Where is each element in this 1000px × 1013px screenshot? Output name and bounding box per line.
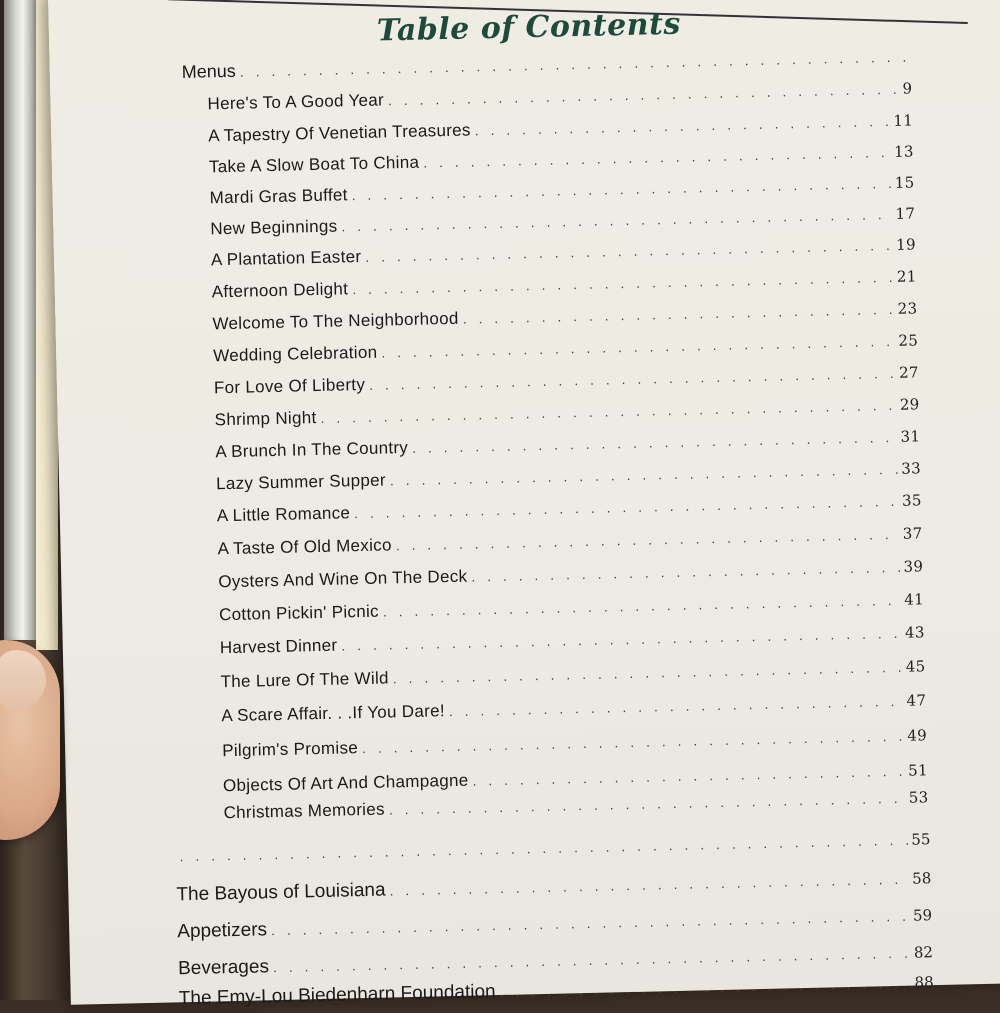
leader-dots: [393, 659, 904, 687]
toc-entry: [220, 656, 925, 692]
leader-dots: [389, 871, 910, 899]
toc-entry-label: Welcome To The Neighborhood: [212, 309, 463, 335]
toc-entry-label: Mardi Gras Buffet: [209, 185, 351, 208]
leader-dots: [389, 790, 907, 818]
toc-entry-label: Take A Slow Boat To China: [209, 153, 424, 178]
book-cover-edge: [4, 0, 38, 640]
toc-entry: [209, 172, 914, 208]
toc-entry-label: Menus: [182, 61, 240, 83]
toc-entry-page: 21: [895, 267, 917, 285]
toc-entry-label: The Lure Of The Wild: [220, 668, 393, 692]
toc-entry: [215, 426, 920, 462]
toc-entry-page: 25: [896, 331, 918, 349]
leader-dots: [388, 81, 901, 109]
toc-entry: [216, 458, 921, 494]
leader-dots: [383, 592, 903, 620]
toc-entry: [208, 110, 913, 146]
toc-entry: [213, 330, 918, 366]
toc-entry-label: Pilgrim's Promise: [222, 738, 362, 761]
toc-entry-page: 17: [893, 204, 915, 222]
leader-dots: [179, 832, 909, 865]
leader-dots: [352, 269, 895, 297]
toc-entry: [219, 589, 924, 625]
toc-entry-label: Christmas Memories: [223, 799, 389, 823]
leader-dots: [449, 693, 905, 719]
toc-entry-label: Beverages: [178, 956, 273, 980]
toc-entry-label: Wedding Celebration: [213, 343, 382, 367]
toc-entry-page: 47: [904, 691, 926, 709]
toc-entry-label: A Little Romance: [217, 503, 355, 526]
toc-entry: [211, 234, 916, 270]
toc-entry-page: 88: [912, 973, 933, 991]
toc-entry-label: New Beginnings: [210, 216, 341, 239]
toc-entry-label: Objects Of Art And Champagne: [223, 771, 473, 797]
toc-entry-page: 39: [901, 557, 923, 575]
toc-entry-label: For Love Of Liberty: [214, 375, 370, 399]
toc-entry-page: 15: [893, 173, 915, 191]
toc-entry: [222, 725, 927, 761]
leader-dots: [381, 333, 896, 361]
toc-entry: [218, 556, 923, 592]
leader-dots: [396, 526, 901, 553]
toc-entry: [217, 523, 922, 559]
toc-entry-page: 49: [905, 726, 927, 744]
leader-dots: [354, 493, 900, 521]
toc-entry: [212, 266, 917, 302]
toc-entry-label: Here's To A Good Year: [207, 90, 388, 114]
leader-dots: [341, 206, 893, 235]
toc-entry-page: 53: [907, 788, 929, 806]
toc-entry: [217, 490, 922, 526]
toc-entry-label: A Scare Affair. . .If You Dare!: [221, 701, 449, 726]
toc-entry-page: 13: [892, 142, 914, 160]
leader-dots: [475, 113, 892, 138]
toc-entry-page: 51: [906, 761, 928, 779]
toc-entry-label: Afternoon Delight: [212, 279, 353, 302]
toc-entry: [209, 141, 914, 177]
toc-entry: [220, 622, 925, 658]
toc-entry: [210, 203, 915, 239]
toc-entry-label: Cotton Pickin' Picnic: [219, 602, 383, 626]
toc-entry-page: 55: [909, 830, 930, 848]
toc-entry-label: A Taste Of Old Mexico: [217, 535, 396, 559]
toc-entry-page: 37: [901, 524, 923, 542]
leader-dots: [471, 559, 902, 585]
leader-dots: [341, 625, 903, 654]
toc-entry: [177, 904, 932, 943]
toc-entry-label: The Bayous of Louisiana: [176, 879, 390, 906]
toc-entry: [214, 362, 919, 398]
page-title: Table of Contents: [49, 0, 1000, 56]
toc-entry-label: Shrimp Night: [214, 408, 320, 430]
leader-dots: [365, 237, 894, 265]
toc-entry-page: 59: [911, 906, 932, 924]
toc-entry: [207, 78, 912, 114]
leader-dots: [240, 48, 910, 79]
toc-entry-page: 33: [899, 459, 921, 477]
leader-dots: [273, 945, 912, 975]
leader-dots: [362, 728, 906, 756]
leader-dots: [369, 365, 897, 393]
toc-entry-label: A Brunch In The Country: [215, 438, 412, 462]
toc-entry: [221, 690, 926, 726]
leader-dots: [412, 429, 899, 456]
toc-list: [48, 0, 1000, 1005]
toc-entry-page: 29: [898, 395, 920, 413]
toc-entry-label: Harvest Dinner: [220, 636, 342, 659]
book-page: [48, 0, 1000, 1005]
toc-entry-page: 11: [891, 111, 913, 129]
leader-dots: [390, 461, 900, 489]
toc-entry-page: 23: [895, 299, 917, 317]
toc-entry-page: 27: [897, 363, 919, 381]
toc-entry-label: The Emy-Lou Biedenharn Foundation: [179, 981, 500, 1010]
toc-entry-page: 58: [910, 869, 931, 887]
leader-dots: [463, 301, 896, 327]
toc-entry: [176, 867, 931, 906]
leader-dots: [472, 763, 906, 789]
toc-entry-page: 19: [894, 235, 916, 253]
toc-entry-label: Oysters And Wine On The Deck: [218, 567, 471, 593]
toc-entry-page: 31: [898, 427, 920, 445]
leader-dots: [351, 175, 893, 203]
toc-entry: [175, 830, 930, 865]
leader-dots: [320, 397, 898, 426]
toc-entry-page: 35: [900, 491, 922, 509]
toc-entry-page: 45: [904, 657, 926, 675]
toc-entry-label: A Plantation Easter: [211, 247, 366, 270]
toc-entry-page: 43: [903, 623, 925, 641]
toc-entry-label: Lazy Summer Supper: [216, 470, 390, 494]
toc-entry-page: 41: [902, 590, 924, 608]
toc-entry-label: A Tapestry Of Venetian Treasures: [208, 120, 475, 146]
leader-dots: [271, 908, 911, 939]
toc-entry: [182, 45, 912, 83]
leader-dots: [499, 975, 912, 1000]
leader-dots: [423, 144, 892, 171]
toc-entry-page: 82: [912, 943, 933, 961]
toc-entry: [214, 394, 919, 430]
toc-entry-page: 9: [900, 79, 912, 97]
toc-entry-label: Appetizers: [177, 919, 271, 943]
toc-entry: [212, 298, 917, 334]
